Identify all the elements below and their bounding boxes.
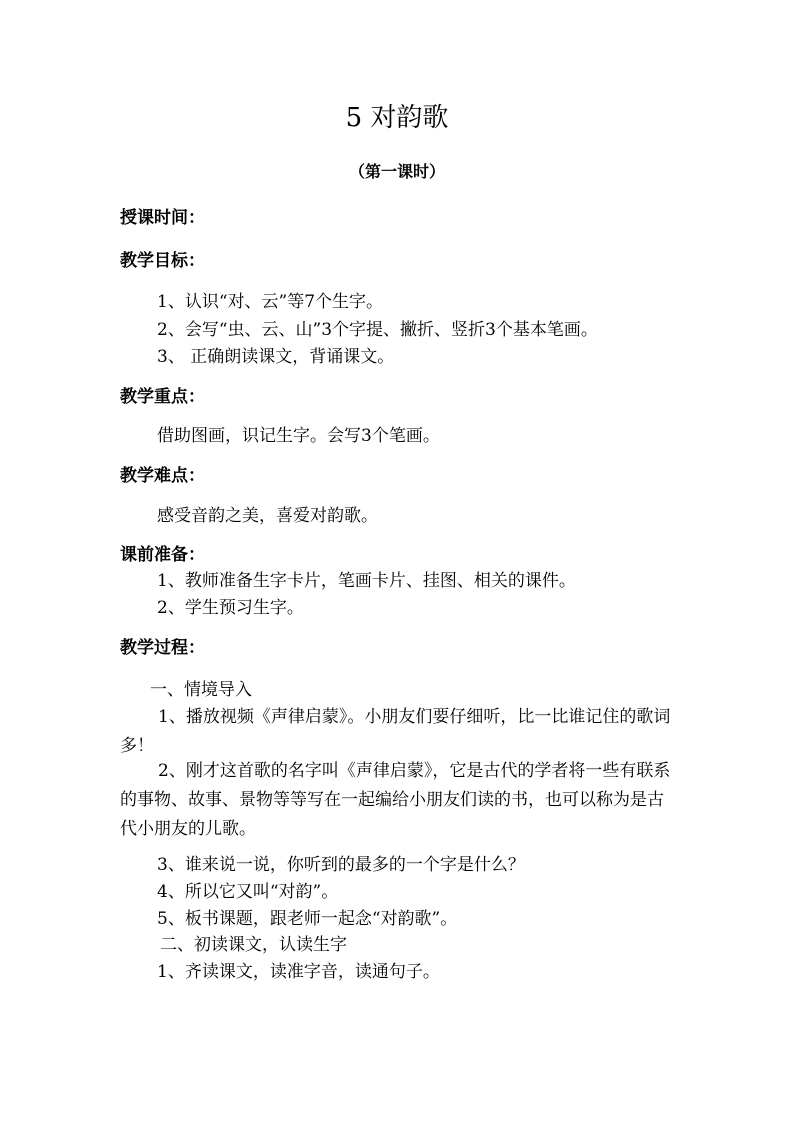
objective-item: 1、认识“对、云”等7个生字。 [157,292,384,312]
heading-process: 教学过程： [120,638,205,658]
heading-preparation: 课前准备： [120,545,205,565]
section-title: 一、情境导入 [150,680,252,700]
lesson-title: 5 对韵歌 [345,103,449,133]
process-paragraph: 1、播放视频《声律启蒙》。小朋友们要仔细听，比一比谁记住的歌词多！ [120,707,671,756]
process-step: 3、谁来说一说，你听到的最多的一个字是什么？ [157,855,525,875]
difficulties-text: 感受音韵之美，喜爱对韵歌。 [157,506,378,526]
process-step: 4、所以它又叫“对韵”。 [157,882,339,902]
objective-item: 3、 正确朗读课文，背诵课文。 [157,347,395,367]
preparation-item: 2、学生预习生字。 [157,598,304,618]
heading-teaching-time: 授课时间： [120,208,205,228]
section-title: 二、初读课文，认读生字 [160,935,347,955]
heading-difficulties: 教学难点： [120,466,205,486]
process-step: 1、齐读课文，读准字音，读通句子。 [157,962,440,982]
key-points-text: 借助图画，识记生字。会写3个笔画。 [157,426,440,446]
process-step: 5、板书课题，跟老师一起念“对韵歌”。 [157,909,458,929]
preparation-item: 1、教师准备生字卡片，笔画卡片、挂图、相关的课件。 [157,571,576,591]
process-paragraph: 2、刚才这首歌的名字叫《声律启蒙》，它是古代的学者将一些有联系的事物、故事、景物等等写在一起编给小朋友们读的书，也可以称为是古代小朋友的儿歌。 [120,761,671,839]
objective-item: 2、会写“虫、云、山”3个字提、撇折、竖折3个基本笔画。 [157,320,598,340]
lesson-period: （第一课时） [348,162,445,181]
heading-key-points: 教学重点： [120,387,205,407]
heading-objectives: 教学目标： [120,251,205,271]
